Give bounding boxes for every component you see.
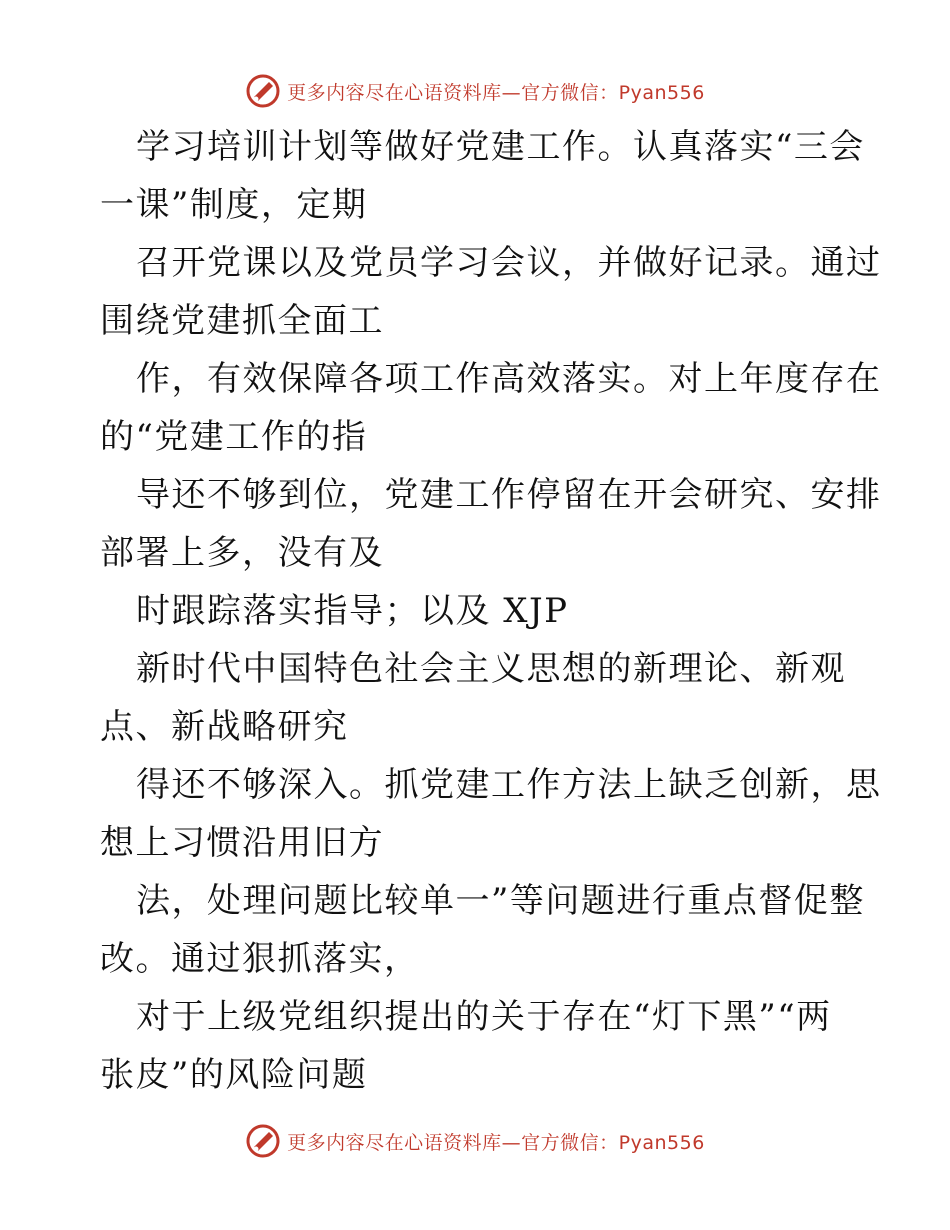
footer-banner — [0, 1121, 950, 1161]
banner-text: 更多内容尽在心语资料库—官方微信：Pyan556 — [287, 1131, 705, 1154]
document-body — [100, 118, 882, 1104]
text-line: 导还不够到位，党建工作停留在开会研究、安排 — [136, 475, 882, 515]
text-line: 得还不够深入。抓党建工作方法上缺乏创新，思 — [136, 765, 882, 805]
text-line: 对于上级党组织提出的关于存在“灯下黑”“两 — [136, 997, 832, 1037]
text-line: 一课”制度，定期 — [100, 185, 368, 225]
text-line: 作，有效保障各项工作高效落实。对上年度存在 — [136, 359, 882, 399]
banner-text: 更多内容尽在心语资料库—官方微信：Pyan556 — [287, 81, 705, 104]
text-line: 时跟踪落实指导；以及 XJP — [136, 591, 569, 631]
pen-logo-icon — [245, 73, 281, 109]
wechat-handle: Pyan556 — [618, 1131, 705, 1154]
header-banner — [0, 71, 950, 111]
text-line: 部署上多，没有及 — [100, 533, 384, 573]
wechat-handle: Pyan556 — [618, 81, 705, 104]
text-line: 张皮”的风险问题 — [100, 1055, 368, 1095]
text-line: 学习培训计划等做好党建工作。认真落实“三会 — [136, 127, 865, 167]
text-line: 新时代中国特色社会主义思想的新理论、新观 — [136, 649, 846, 689]
text-line: 改。通过狠抓落实， — [100, 939, 420, 979]
pen-logo-icon — [245, 1123, 281, 1159]
text-line: 法，处理问题比较单一”等问题进行重点督促整 — [136, 881, 865, 921]
text-line: 点、新战略研究 — [100, 707, 349, 747]
text-line: 召开党课以及党员学习会议，并做好记录。通过 — [136, 243, 882, 283]
text-line: 的“党建工作的指 — [100, 417, 368, 457]
text-line: 围绕党建抓全面工 — [100, 301, 384, 341]
text-line: 想上习惯沿用旧方 — [100, 823, 384, 863]
